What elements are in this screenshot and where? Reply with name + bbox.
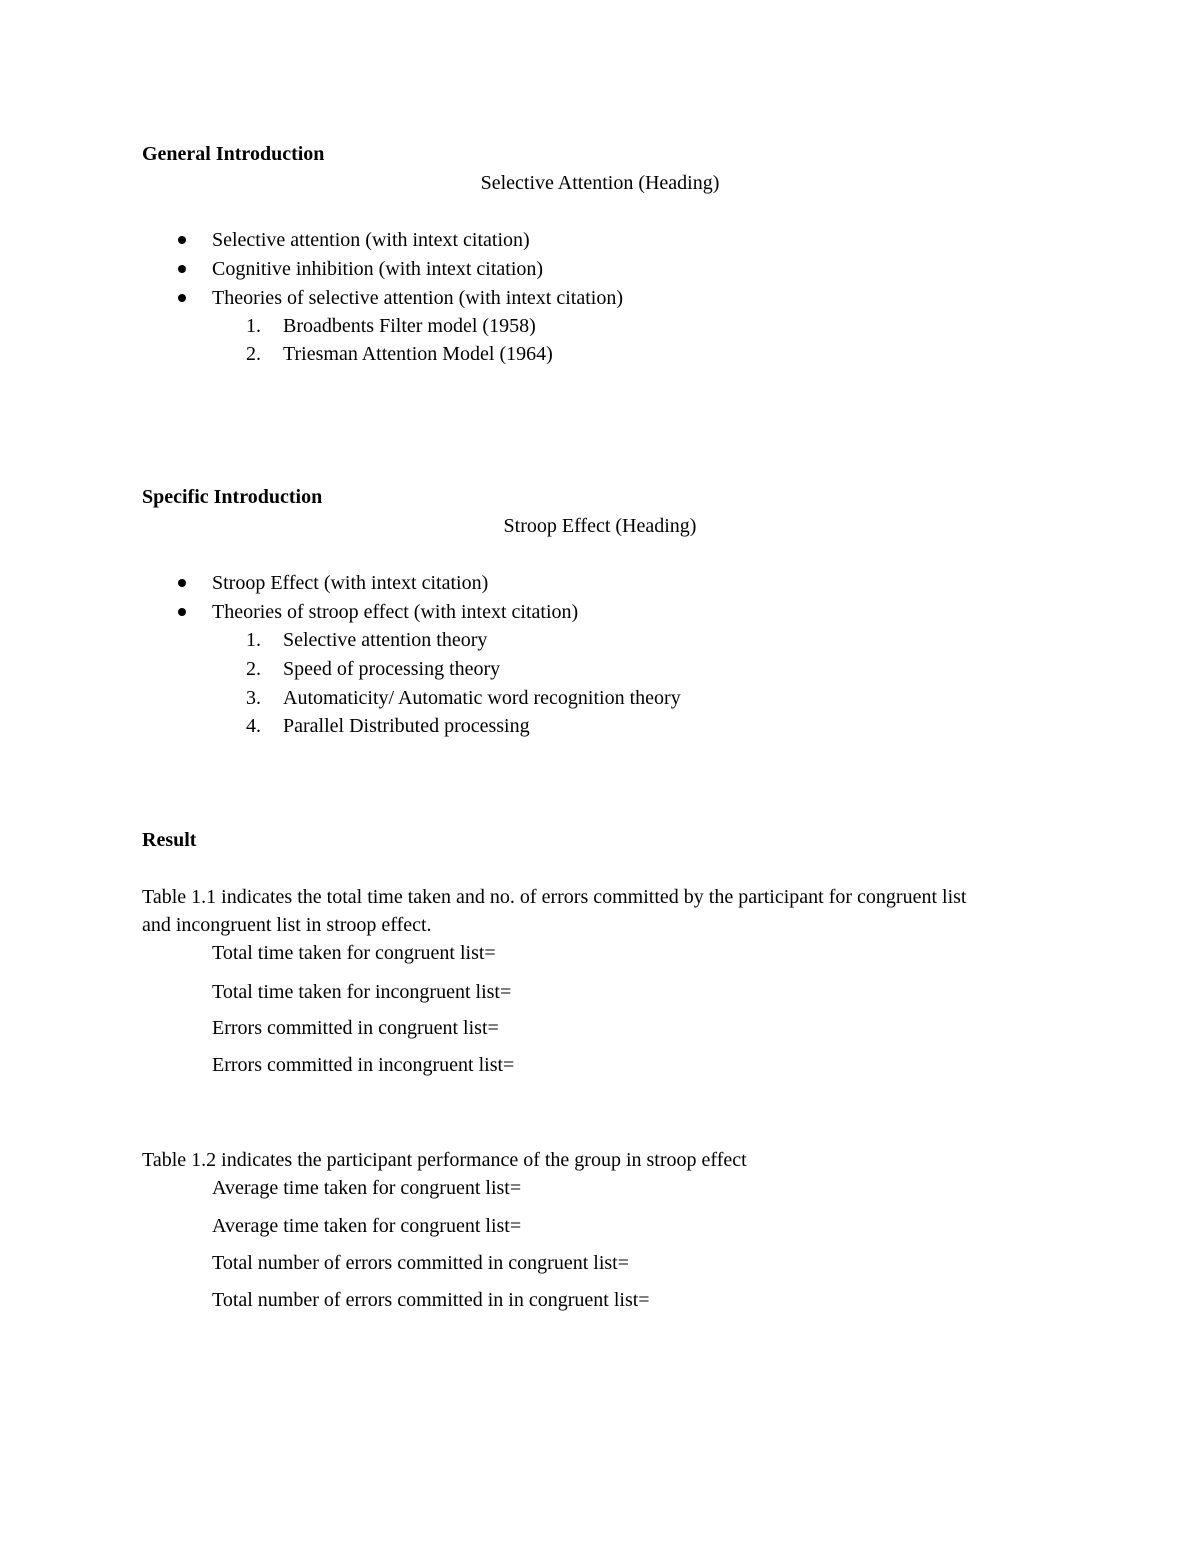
list-number: 4. bbox=[246, 715, 261, 737]
list-number: 3. bbox=[246, 687, 261, 709]
bullet-dot-icon bbox=[178, 579, 186, 587]
list-item: Selective attention (with intext citation) bbox=[212, 229, 530, 251]
bullet-dot-icon bbox=[178, 236, 186, 244]
list-item: Total time taken for incongruent list= bbox=[212, 981, 512, 1003]
list-item: Speed of processing theory bbox=[283, 658, 501, 680]
list-item: Automaticity/ Automatic word recognition theory bbox=[283, 687, 681, 709]
general-intro-title: General Introduction bbox=[142, 143, 325, 165]
list-item: Cognitive inhibition (with intext citation) bbox=[212, 258, 544, 280]
list-item: Average time taken for congruent list= bbox=[212, 1177, 522, 1199]
list-item: Total time taken for congruent list= bbox=[212, 942, 496, 964]
list-item: Theories of selective attention (with intext citation) bbox=[212, 287, 623, 309]
table1-description-line2: and incongruent list in stroop effect. bbox=[142, 914, 432, 936]
specific-intro-title: Specific Introduction bbox=[142, 486, 323, 508]
bullet-dot-icon bbox=[178, 608, 186, 616]
specific-intro-heading: Stroop Effect (Heading) bbox=[503, 515, 697, 537]
table1-description-line1: Table 1.1 indicates the total time taken and no. of errors committed by the participant for congruent list bbox=[142, 886, 967, 908]
bullet-dot-icon bbox=[178, 294, 186, 302]
list-item: Triesman Attention Model (1964) bbox=[283, 343, 553, 365]
list-item: Errors committed in congruent list= bbox=[212, 1017, 499, 1039]
list-item: Errors committed in incongruent list= bbox=[212, 1054, 515, 1076]
table2-description: Table 1.2 indicates the participant performance of the group in stroop effect bbox=[142, 1149, 747, 1171]
list-item: Theories of stroop effect (with intext citation) bbox=[212, 601, 579, 623]
list-number: 1. bbox=[246, 629, 261, 651]
list-number: 2. bbox=[246, 658, 261, 680]
list-item: Average time taken for congruent list= bbox=[212, 1215, 522, 1237]
list-item: Stroop Effect (with intext citation) bbox=[212, 572, 489, 594]
list-item: Selective attention theory bbox=[283, 629, 488, 651]
general-intro-heading: Selective Attention (Heading) bbox=[480, 172, 720, 194]
list-number: 2. bbox=[246, 343, 261, 365]
list-item: Total number of errors committed in in congruent list= bbox=[212, 1289, 650, 1311]
list-number: 1. bbox=[246, 315, 261, 337]
bullet-dot-icon bbox=[178, 265, 186, 273]
result-title: Result bbox=[142, 829, 197, 851]
list-item: Parallel Distributed processing bbox=[283, 715, 530, 737]
list-item: Broadbents Filter model (1958) bbox=[283, 315, 536, 337]
list-item: Total number of errors committed in congruent list= bbox=[212, 1252, 630, 1274]
